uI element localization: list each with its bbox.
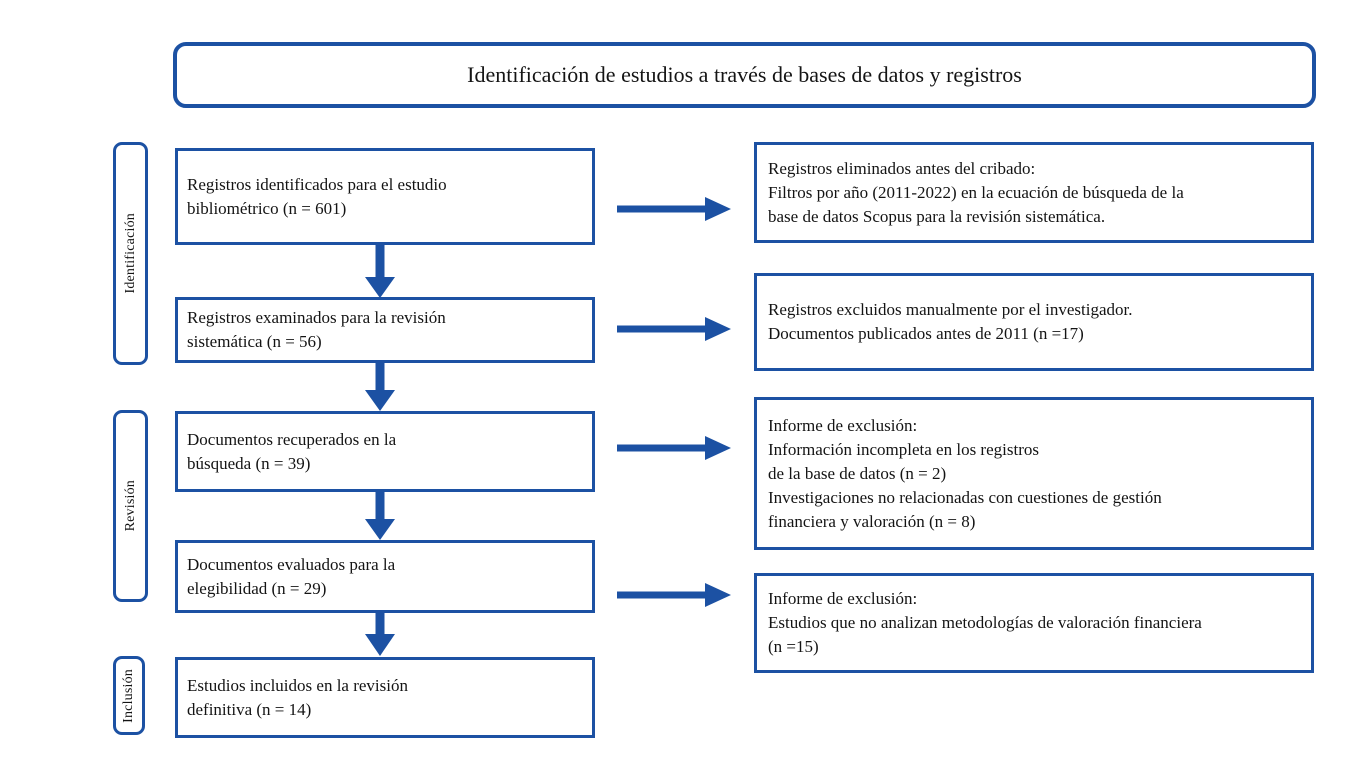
flow-box-documents-assessed: Documentos evaluados para la elegibilidad (n = 29) <box>175 540 595 613</box>
stage-box-revision <box>113 410 148 602</box>
title-banner <box>173 42 1316 108</box>
arrow-down-2 <box>365 363 395 411</box>
exclusion-box-manually-excluded: Registros excluidos manualmente por el investigador. Documentos publicados antes de 2011 (n =17) <box>754 273 1314 371</box>
stage-box-inclusion <box>113 656 145 735</box>
arrow-down-3 <box>365 492 395 540</box>
arrow-right-1 <box>617 197 731 221</box>
flow-box-records-identified: Registros identificados para el estudio bibliométrico (n = 601) <box>175 148 595 245</box>
flow-box-documents-retrieved: Documentos recuperados en la búsqueda (n = 39) <box>175 411 595 492</box>
stage-box-identificacion <box>113 142 148 365</box>
arrow-down-4 <box>365 613 395 656</box>
arrow-right-2 <box>617 317 731 341</box>
arrow-down-1 <box>365 245 395 298</box>
flow-box-studies-included: Estudios incluidos en la revisión definitiva (n = 14) <box>175 657 595 738</box>
title-text: Identificación de estudios a través de bases de datos y registros <box>467 62 1022 87</box>
flow-box-records-screened: Registros examinados para la revisión sistemática (n = 56) <box>175 297 595 363</box>
stage-label-revision: Revisión <box>122 480 138 532</box>
exclusion-box-removed-before-screening: Registros eliminados antes del cribado: Filtros por año (2011-2022) en la ecuación de búsqueda de la base de datos Scopus para la revisión sistemática. <box>754 142 1314 243</box>
arrow-right-3 <box>617 436 731 460</box>
exclusion-box-report-incomplete-info: Informe de exclusión: Información incompleta en los registros de la base de datos (n = 2) Investigaciones no relacionadas con cuestiones de gestión financiera y valoración (n = 8) <box>754 397 1314 550</box>
stage-label-inclusion: Inclusión <box>121 668 136 723</box>
stage-label-identificacion: Identificación <box>122 213 138 294</box>
arrow-right-4 <box>617 583 731 607</box>
exclusion-box-report-no-valuation: Informe de exclusión: Estudios que no analizan metodologías de valoración financiera (n =15) <box>754 573 1314 673</box>
